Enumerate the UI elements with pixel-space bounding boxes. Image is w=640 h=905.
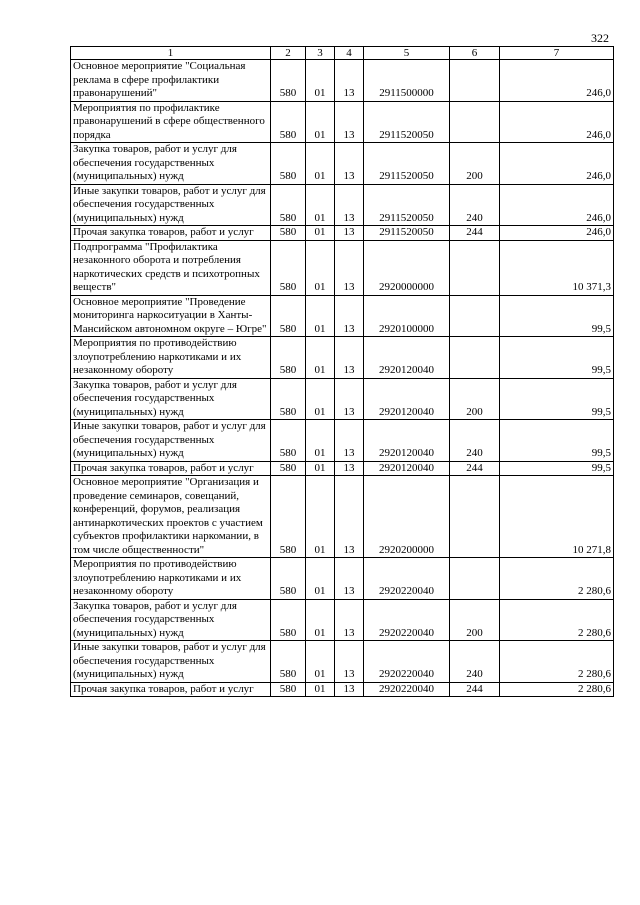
target-article-cell: 2920220040 — [364, 599, 450, 641]
expense-type-cell — [450, 240, 500, 295]
admin-code-cell: 580 — [271, 599, 306, 641]
subsection-cell: 13 — [335, 240, 364, 295]
subsection-cell: 13 — [335, 558, 364, 600]
admin-code-cell: 580 — [271, 143, 306, 185]
table-row — [71, 461, 614, 476]
section-cell: 01 — [306, 641, 335, 683]
section-cell: 01 — [306, 378, 335, 420]
table-row — [71, 599, 614, 641]
row-name-cell: Иные закупки товаров, работ и услуг для обеспечения государственных (муниципальных) нужд — [71, 184, 271, 226]
amount-cell: 246,0 — [500, 101, 614, 143]
section-cell: 01 — [306, 295, 335, 337]
target-article-cell: 2920120040 — [364, 420, 450, 462]
row-name-cell: Прочая закупка товаров, работ и услуг — [71, 461, 271, 476]
section-cell: 01 — [306, 101, 335, 143]
subsection-cell: 13 — [335, 420, 364, 462]
table-row — [71, 101, 614, 143]
target-article-cell: 2920120040 — [364, 378, 450, 420]
expense-type-cell — [450, 295, 500, 337]
expense-type-cell — [450, 476, 500, 558]
amount-cell: 2 280,6 — [500, 682, 614, 697]
amount-cell: 246,0 — [500, 184, 614, 226]
target-article-cell: 2920120040 — [364, 461, 450, 476]
subsection-cell: 13 — [335, 143, 364, 185]
admin-code-cell: 580 — [271, 682, 306, 697]
subsection-cell: 13 — [335, 476, 364, 558]
target-article-cell: 2920220040 — [364, 558, 450, 600]
expense-type-cell — [450, 337, 500, 379]
column-header-1: 1 — [71, 47, 271, 60]
subsection-cell: 13 — [335, 337, 364, 379]
section-cell: 01 — [306, 420, 335, 462]
admin-code-cell: 580 — [271, 558, 306, 600]
admin-code-cell: 580 — [271, 337, 306, 379]
subsection-cell: 13 — [335, 461, 364, 476]
amount-cell: 2 280,6 — [500, 558, 614, 600]
amount-cell: 99,5 — [500, 461, 614, 476]
admin-code-cell: 580 — [271, 641, 306, 683]
budget-table — [70, 46, 614, 697]
section-cell: 01 — [306, 599, 335, 641]
row-name-cell: Основное мероприятие "Организация и проведение семинаров, совещаний, конференций, форумов, реализация антинаркотических проектов с участием субъектов профилактики наркомании, в том числе общественности" — [71, 476, 271, 558]
table-row — [71, 226, 614, 241]
admin-code-cell: 580 — [271, 461, 306, 476]
section-cell: 01 — [306, 682, 335, 697]
target-article-cell: 2920200000 — [364, 476, 450, 558]
column-header-3: 3 — [306, 47, 335, 60]
section-cell: 01 — [306, 184, 335, 226]
section-cell: 01 — [306, 240, 335, 295]
target-article-cell: 2911520050 — [364, 184, 450, 226]
row-name-cell: Иные закупки товаров, работ и услуг для обеспечения государственных (муниципальных) нужд — [71, 420, 271, 462]
admin-code-cell: 580 — [271, 184, 306, 226]
table-row — [71, 641, 614, 683]
row-name-cell: Подпрограмма "Профилактика незаконного оборота и потребления наркотических средств и психотропных веществ" — [71, 240, 271, 295]
subsection-cell: 13 — [335, 101, 364, 143]
amount-cell: 99,5 — [500, 295, 614, 337]
column-header-5: 5 — [364, 47, 450, 60]
admin-code-cell: 580 — [271, 378, 306, 420]
table-row — [71, 143, 614, 185]
target-article-cell: 2920220040 — [364, 641, 450, 683]
row-name-cell: Закупка товаров, работ и услуг для обеспечения государственных (муниципальных) нужд — [71, 599, 271, 641]
subsection-cell: 13 — [335, 599, 364, 641]
admin-code-cell: 580 — [271, 476, 306, 558]
expense-type-cell — [450, 101, 500, 143]
expense-type-cell: 200 — [450, 599, 500, 641]
section-cell: 01 — [306, 60, 335, 102]
section-cell: 01 — [306, 558, 335, 600]
expense-type-cell — [450, 558, 500, 600]
target-article-cell: 2920120040 — [364, 337, 450, 379]
subsection-cell: 13 — [335, 682, 364, 697]
target-article-cell: 2911520050 — [364, 143, 450, 185]
expense-type-cell: 240 — [450, 641, 500, 683]
table-header — [71, 47, 614, 60]
subsection-cell: 13 — [335, 226, 364, 241]
section-cell: 01 — [306, 226, 335, 241]
expense-type-cell: 244 — [450, 461, 500, 476]
page-number: 322 — [591, 31, 609, 45]
admin-code-cell: 580 — [271, 101, 306, 143]
amount-cell: 99,5 — [500, 420, 614, 462]
column-header-4: 4 — [335, 47, 364, 60]
row-name-cell: Иные закупки товаров, работ и услуг для обеспечения государственных (муниципальных) нужд — [71, 641, 271, 683]
section-cell: 01 — [306, 476, 335, 558]
table-row — [71, 337, 614, 379]
amount-cell: 2 280,6 — [500, 641, 614, 683]
expense-type-cell: 240 — [450, 420, 500, 462]
section-cell: 01 — [306, 461, 335, 476]
target-article-cell: 2911520050 — [364, 226, 450, 241]
admin-code-cell: 580 — [271, 295, 306, 337]
expense-type-cell: 244 — [450, 682, 500, 697]
admin-code-cell: 580 — [271, 240, 306, 295]
subsection-cell: 13 — [335, 378, 364, 420]
target-article-cell: 2920220040 — [364, 682, 450, 697]
row-name-cell: Мероприятия по профилактике правонарушений в сфере общественного порядка — [71, 101, 271, 143]
target-article-cell: 2920000000 — [364, 240, 450, 295]
row-name-cell: Мероприятия по противодействию злоупотреблению наркотиками и их незаконному обороту — [71, 558, 271, 600]
subsection-cell: 13 — [335, 60, 364, 102]
amount-cell: 246,0 — [500, 143, 614, 185]
amount-cell: 99,5 — [500, 378, 614, 420]
target-article-cell: 2911520050 — [364, 101, 450, 143]
admin-code-cell: 580 — [271, 226, 306, 241]
admin-code-cell: 580 — [271, 60, 306, 102]
column-header-6: 6 — [450, 47, 500, 60]
row-name-cell: Основное мероприятие "Социальная реклама в сфере профилактики правонарушений" — [71, 60, 271, 102]
table-row — [71, 184, 614, 226]
expense-type-cell: 200 — [450, 143, 500, 185]
subsection-cell: 13 — [335, 295, 364, 337]
target-article-cell: 2920100000 — [364, 295, 450, 337]
target-article-cell: 2911500000 — [364, 60, 450, 102]
admin-code-cell: 580 — [271, 420, 306, 462]
table-row — [71, 295, 614, 337]
section-cell: 01 — [306, 143, 335, 185]
table-row — [71, 60, 614, 102]
column-header-7: 7 — [500, 47, 614, 60]
row-name-cell: Закупка товаров, работ и услуг для обеспечения государственных (муниципальных) нужд — [71, 378, 271, 420]
expense-type-cell — [450, 60, 500, 102]
row-name-cell: Основное мероприятие "Проведение мониторинга наркоситуации в Ханты-Мансийском автономном округе – Югре" — [71, 295, 271, 337]
subsection-cell: 13 — [335, 184, 364, 226]
expense-type-cell: 244 — [450, 226, 500, 241]
table-row — [71, 240, 614, 295]
row-name-cell: Прочая закупка товаров, работ и услуг — [71, 682, 271, 697]
row-name-cell: Прочая закупка товаров, работ и услуг — [71, 226, 271, 241]
amount-cell: 2 280,6 — [500, 599, 614, 641]
row-name-cell: Закупка товаров, работ и услуг для обеспечения государственных (муниципальных) нужд — [71, 143, 271, 185]
table-row — [71, 682, 614, 697]
table-row — [71, 378, 614, 420]
subsection-cell: 13 — [335, 641, 364, 683]
column-header-2: 2 — [271, 47, 306, 60]
amount-cell: 246,0 — [500, 60, 614, 102]
expense-type-cell: 240 — [450, 184, 500, 226]
amount-cell: 10 271,8 — [500, 476, 614, 558]
expense-type-cell: 200 — [450, 378, 500, 420]
amount-cell: 10 371,3 — [500, 240, 614, 295]
table-row — [71, 420, 614, 462]
table-body — [71, 60, 614, 697]
table-row — [71, 558, 614, 600]
table-row — [71, 476, 614, 558]
section-cell: 01 — [306, 337, 335, 379]
row-name-cell: Мероприятия по противодействию злоупотреблению наркотиками и их незаконному обороту — [71, 337, 271, 379]
amount-cell: 99,5 — [500, 337, 614, 379]
header-row — [71, 47, 614, 60]
amount-cell: 246,0 — [500, 226, 614, 241]
